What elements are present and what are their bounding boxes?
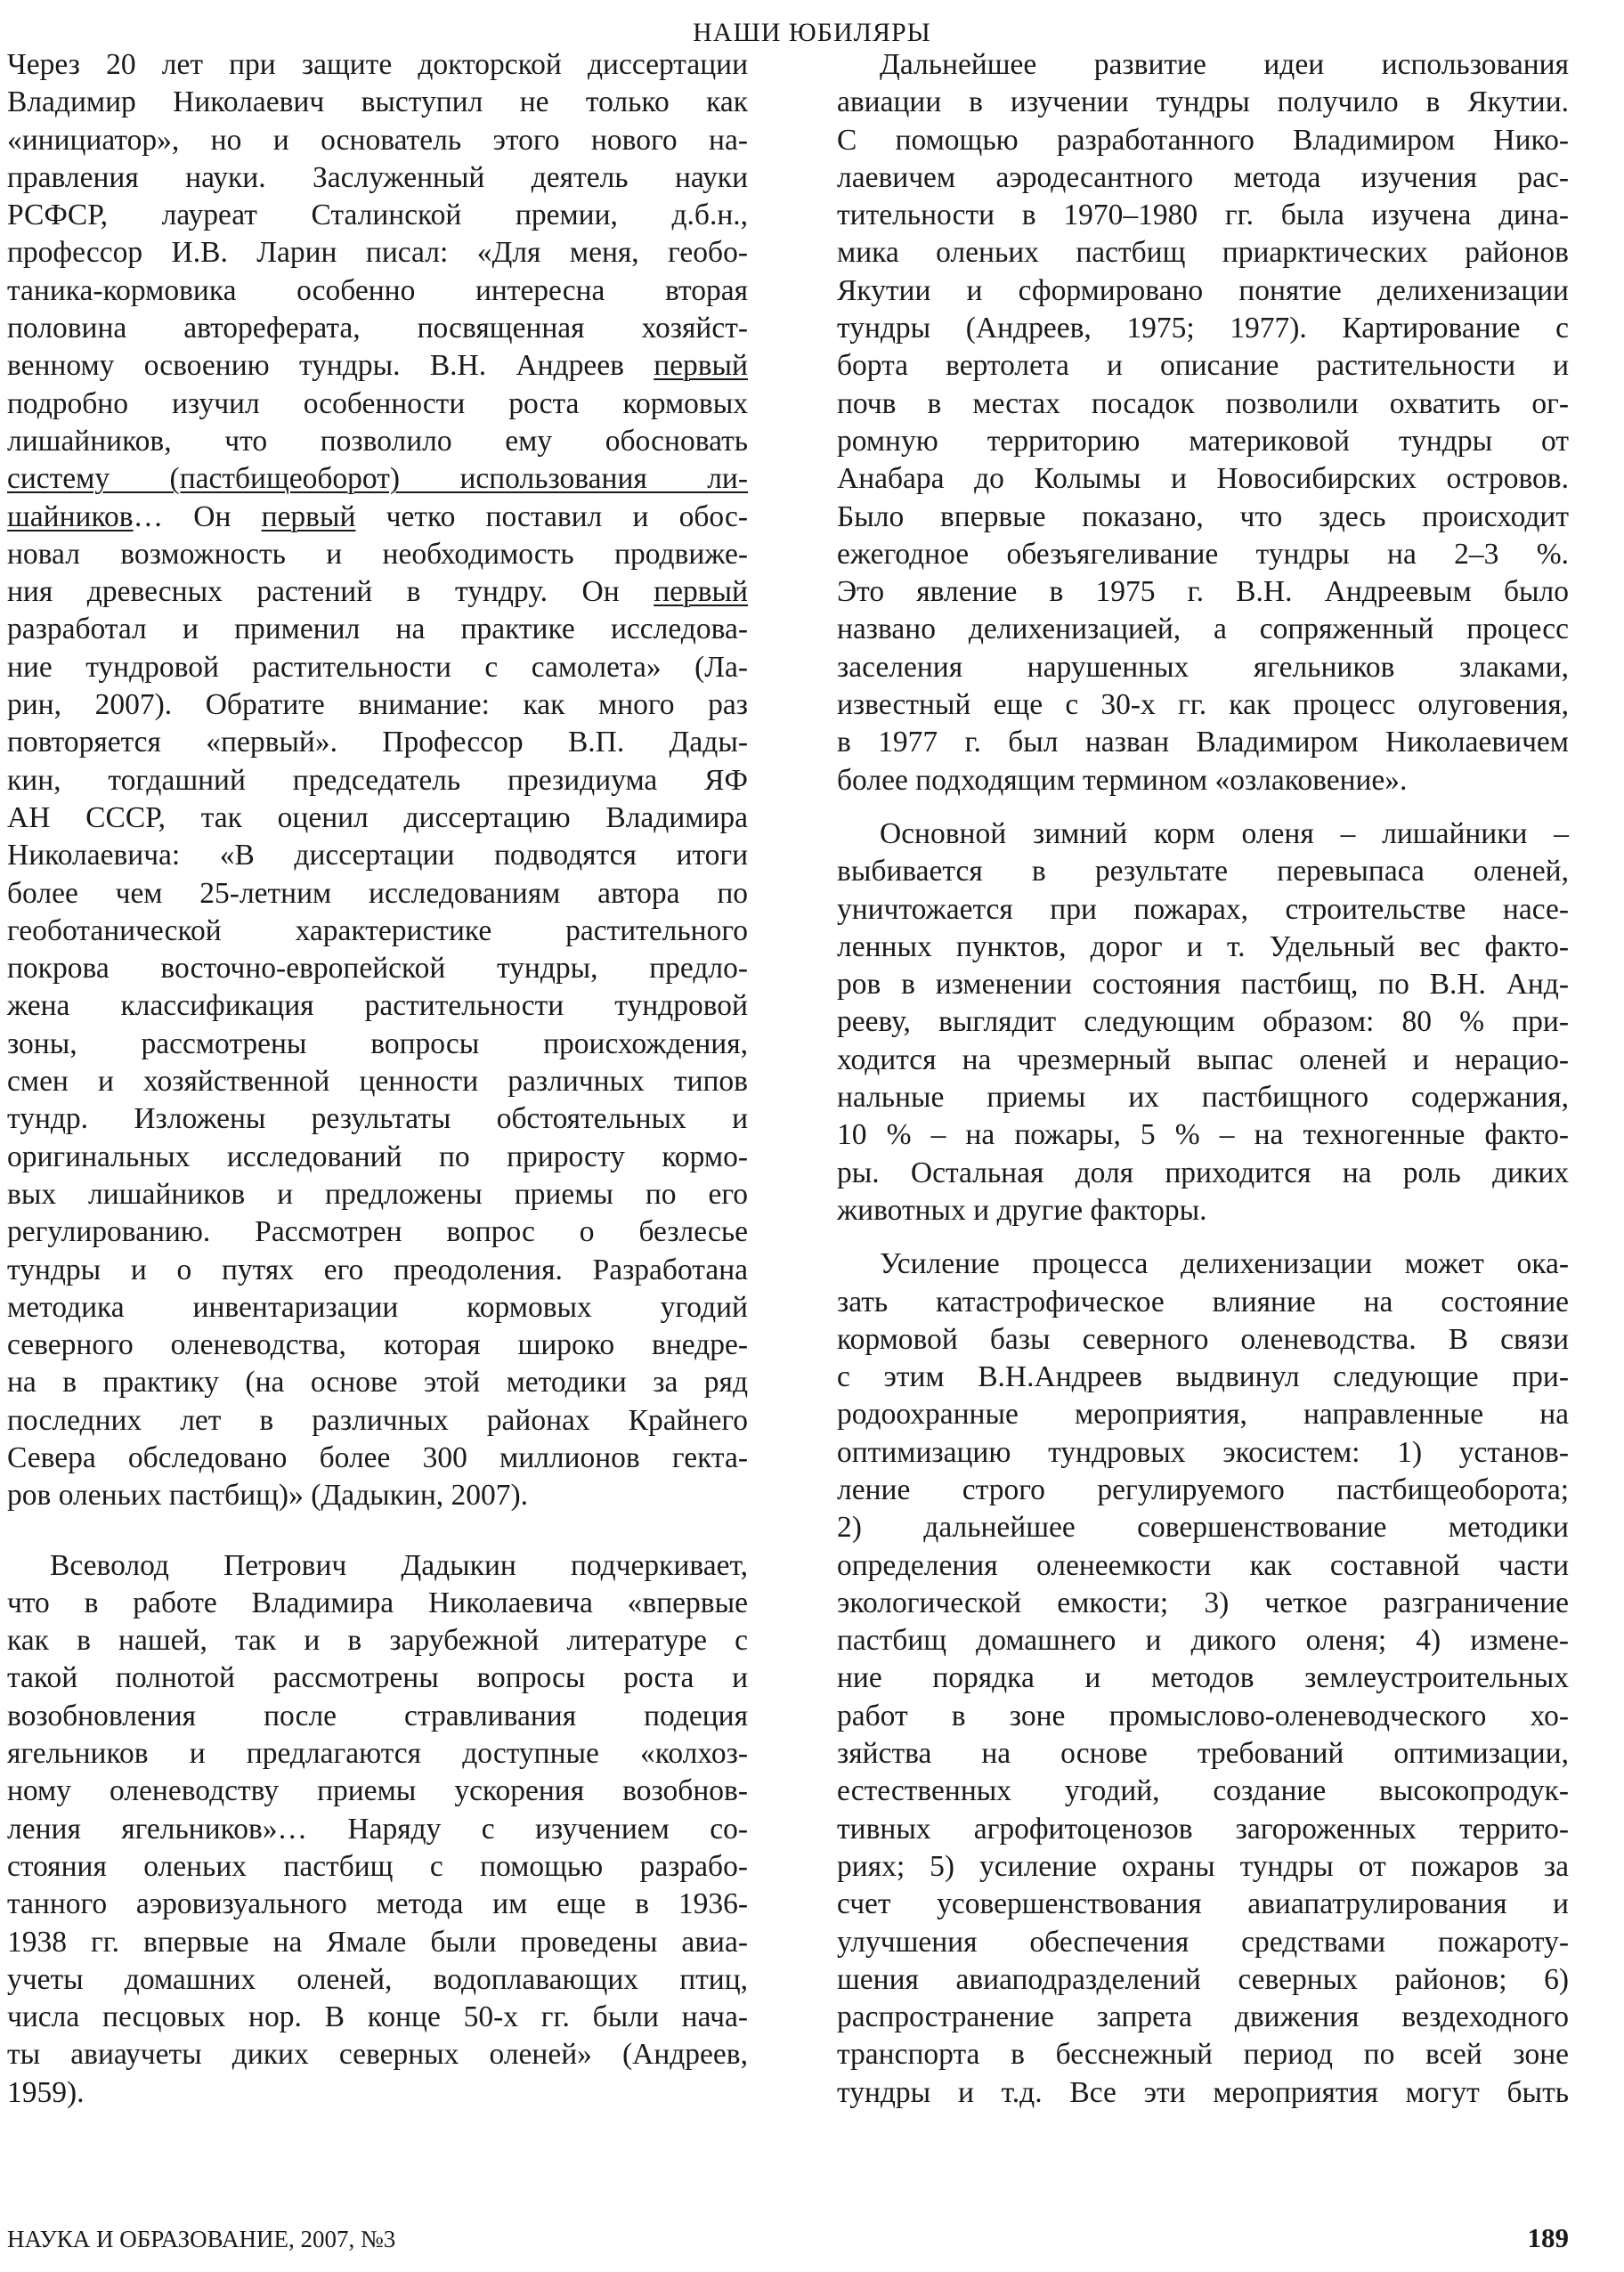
text-line: известный еще с 30-х гг. как процесс олуговения, <box>837 688 1569 722</box>
text-line: ленных пунктов, дорог и т. Удельный вес факто- <box>837 929 1569 963</box>
text-segment: венному освоению тундры. В.Н. Андреев <box>7 349 654 383</box>
text-line: Было впервые показано, что здесь происходит <box>837 499 1569 533</box>
text-line: ты авиаучеты диких северных оленей» (Андреев, <box>7 2038 748 2072</box>
text-line: заселения нарушенных ягельников злаками, <box>837 650 1569 684</box>
text-line: половина автореферата, посвященная хозяйст- <box>7 312 748 345</box>
text-segment: четко поставил и обос- <box>355 499 749 533</box>
text-segment: ния древесных растений в тундру. Он <box>7 575 654 609</box>
text-line: учеты домашних оленей, водоплавающих птиц, <box>7 1962 748 1996</box>
text-line: С помощью разработанного Владимиром Нико- <box>837 123 1569 157</box>
text-line: 10 % – на пожары, 5 % – на техногенные факто- <box>837 1118 1569 1152</box>
text-line: кормовой базы северного оленеводства. В связи <box>837 1322 1569 1356</box>
text-line: методика инвентаризации кормовых угодий <box>7 1290 748 1324</box>
text-line: оптимизацию тундровых экосистем: 1) установ- <box>837 1435 1569 1469</box>
text-line: Основной зимний корм оленя – лишайники – <box>880 816 1569 850</box>
text-line: тивных агрофитоценозов загороженных террито- <box>837 1812 1569 1846</box>
text-line: зоны, рассмотрены вопросы происхождения, <box>7 1026 748 1060</box>
text-line: такой полнотой рассмотрены вопросы роста и <box>7 1661 748 1695</box>
paragraph <box>7 46 748 1515</box>
text-line: выбивается в результате перевыпаса оленей, <box>837 855 1569 889</box>
text-line: разработал и применил на практике исследова- <box>7 613 748 646</box>
paragraph <box>837 46 1569 799</box>
text-line: 1938 гг. впервые на Ямале были проведены авиа- <box>7 1925 748 1959</box>
page-number: 189 <box>1527 2222 1569 2253</box>
text-line: лишайников, что позволило ему обосновать <box>7 424 748 458</box>
text-line: авиации в изучении тундры получило в Якутии. <box>837 85 1569 119</box>
underlined-text: первый <box>261 499 356 533</box>
text-line: улучшения обеспечения средствами пожароту- <box>837 1925 1569 1959</box>
text-line <box>7 347 748 385</box>
text-line: ров в изменении состояния пастбищ, по В.Н. Анд- <box>837 968 1569 1002</box>
underlined-text: первый <box>654 349 748 383</box>
text-line: работ в зоне промыслово-оленеводческого хо- <box>837 1699 1569 1732</box>
text-line: риях; 5) усиление охраны тундры от пожаров за <box>837 1849 1569 1883</box>
text-line: ному оленеводству приемы ускорения возобнов- <box>7 1774 748 1808</box>
text-line: ходится на чрезмерный выпас оленей и нерацио- <box>837 1043 1569 1076</box>
text-line: Севера обследовано более 300 миллионов гекта- <box>7 1440 748 1474</box>
journal-footer: НАУКА И ОБРАЗОВАНИЕ, 2007, №3 <box>7 2226 396 2252</box>
text-line: ление строго регулируемого пастбищеоборота; <box>837 1473 1569 1506</box>
text-line: пастбищ домашнего и дикого оленя; 4) измене- <box>837 1624 1569 1658</box>
text-line: правления науки. Заслуженный деятель науки <box>7 160 748 194</box>
text-line: рееву, выглядит следующим образом: 80 % при- <box>837 1005 1569 1039</box>
underlined-text: систему (пастбищеоборот) использования ли- <box>7 462 748 496</box>
text-line: жена классификация растительности тундровой <box>7 989 748 1023</box>
text-line: лаевичем аэродесантного метода изучения рас- <box>837 160 1569 194</box>
text-line <box>7 460 748 498</box>
text-line: оригинальных исследований по приросту кормо- <box>7 1140 748 1173</box>
text-line: более чем 25-летним исследованиям автора по <box>7 876 748 910</box>
text-line: геоботанической характеристике растительного <box>7 913 748 947</box>
text-line: профессор И.В. Ларин писал: «Для меня, геобо- <box>7 236 748 270</box>
text-line: в 1977 г. был назван Владимиром Николаевичем <box>837 726 1569 759</box>
text-line: на в практику (на основе этой методики за ряд <box>7 1366 748 1400</box>
text-line: тундр. Изложены результаты обстоятельных и <box>7 1102 748 1136</box>
text-line: повторяется «первый». Профессор В.П. Дады- <box>7 726 748 759</box>
underlined-text: шайников <box>7 499 134 533</box>
text-line <box>7 499 748 536</box>
text-line: определения оленеемкости как составной части <box>837 1548 1569 1582</box>
text-line: покрова восточно-европейской тундры, предло- <box>7 952 748 986</box>
text-line: «инициатор», но и основатель этого нового на- <box>7 123 748 157</box>
paragraph <box>7 1547 748 2112</box>
text-line: подробно изучил особенности роста кормовых <box>7 386 748 420</box>
text-line: транспорта в бесснежный период по всей зоне <box>837 2038 1569 2072</box>
text-line: ягельников и предлагаются доступные «колхоз- <box>7 1737 748 1771</box>
text-segment: … Он <box>133 499 262 533</box>
text-line: распространение запрета движения вездеходного <box>837 2000 1569 2034</box>
text-line: как в нашей, так и в зарубежной литературе с <box>7 1624 748 1658</box>
text-line: кин, тогдашний председатель президиума ЯФ <box>7 763 748 797</box>
text-line: последних лет в различных районах Крайнего <box>7 1403 748 1437</box>
text-line: ромную территорию материковой тундры от <box>837 424 1569 458</box>
text-line: смен и хозяйственной ценности различных типов <box>7 1065 748 1099</box>
text-line: Это явление в 1975 г. В.Н. Андреевым было <box>837 575 1569 609</box>
text-line: тундры (Андреев, 1975; 1977). Картирование с <box>837 312 1569 345</box>
text-line: таника-кормовика особенно интересна вторая <box>7 273 748 307</box>
text-line: Дальнейшее развитие идеи использования <box>880 48 1569 81</box>
text-line: мика оленьих пастбищ приарктических районов <box>837 236 1569 270</box>
text-line: Через 20 лет при защите докторской диссертации <box>7 48 748 81</box>
text-line: Усиление процесса делихенизации может ока- <box>880 1247 1569 1281</box>
text-line: ры. Остальная доля приходится на роль диких <box>837 1156 1569 1189</box>
text-line: тительности в 1970–1980 гг. была изучена дина- <box>837 199 1569 232</box>
text-line: зяйства на основе требований оптимизации, <box>837 1737 1569 1771</box>
text-line: Николаевича: «В диссертации подводятся итоги <box>7 839 748 872</box>
paragraph <box>837 1246 1569 2112</box>
paragraph <box>837 815 1569 1229</box>
text-line: родоохранные мероприятия, направленные на <box>837 1398 1569 1432</box>
text-line: возобновления после стравливания подеция <box>7 1699 748 1732</box>
text-line: почв в местах посадок позволили охватить ог- <box>837 386 1569 420</box>
text-line: Анабара до Колымы и Новосибирских островов. <box>837 462 1569 496</box>
text-line: регулированию. Рассмотрен вопрос о безлесье <box>7 1215 748 1249</box>
text-line: РСФСР, лауреат Сталинской премии, д.б.н., <box>7 199 748 232</box>
text-line: числа песцовых нор. В конце 50-х гг. были нача- <box>7 2000 748 2034</box>
text-line: стояния оленьих пастбищ с помощью разрабо- <box>7 1849 748 1883</box>
text-line: уничтожается при пожарах, строительстве насе- <box>837 892 1569 926</box>
text-line: борта вертолета и описание растительности и <box>837 349 1569 383</box>
text-line: ления ягельников»… Наряду с изучением со- <box>7 1812 748 1846</box>
text-line: названо делихенизацией, а сопряженный процесс <box>837 613 1569 646</box>
text-line: северного оленеводства, которая широко внедре- <box>7 1328 748 1362</box>
left-column <box>7 46 748 2112</box>
text-line: более подходящим термином «озлаковение». <box>837 763 1408 797</box>
text-line: Владимир Николаевич выступил не только как <box>7 85 748 119</box>
text-line: рин, 2007). Обратите внимание: как много раз <box>7 688 748 722</box>
text-line: тундры и т.д. Все эти мероприятия могут быть <box>837 2075 1569 2109</box>
text-line: экологической емкости; 3) четкое разграничение <box>837 1586 1569 1619</box>
text-line: естественных угодий, создание высокопродук- <box>837 1774 1569 1808</box>
text-line: с этим В.Н.Андреев выдвинул следующие при- <box>837 1360 1569 1394</box>
text-line: что в работе Владимира Николаевича «впервые <box>7 1586 748 1619</box>
text-line: АН СССР, так оценил диссертацию Владимира <box>7 800 748 834</box>
text-line: 1959). <box>7 2075 85 2109</box>
text-line: шения авиаподразделений северных районов; 6) <box>837 1962 1569 1996</box>
text-line: новал возможность и необходимость продвиже- <box>7 537 748 571</box>
text-line: вых лишайников и предложены приемы по его <box>7 1177 748 1211</box>
right-column <box>837 46 1569 2112</box>
text-line: ние тундровой растительности с самолета» (Ла- <box>7 650 748 684</box>
text-line: нальные приемы их пастбищного содержания, <box>837 1081 1569 1115</box>
text-line: 2) дальнейшее совершенствование методики <box>837 1511 1569 1545</box>
text-line: Якутии и сформировано понятие делихенизации <box>837 273 1569 307</box>
text-line: тундры и о путях его преодоления. Разработана <box>7 1253 748 1286</box>
underlined-text: первый <box>654 575 748 609</box>
text-line: ние порядка и методов землеустроительных <box>837 1661 1569 1695</box>
text-line: зать катастрофическое влияние на состояние <box>837 1285 1569 1319</box>
text-line: Всеволод Петрович Дадыкин подчеркивает, <box>50 1548 748 1582</box>
text-line <box>7 573 748 611</box>
text-line: счет усовершенствования авиапатрулирования и <box>837 1887 1569 1921</box>
text-line: танного аэровизуального метода им еще в 1936- <box>7 1887 748 1921</box>
section-title: НАШИ ЮБИЛЯРЫ <box>693 18 931 47</box>
text-line: ежегодное обезъягеливание тундры на 2–3 %. <box>837 537 1569 571</box>
text-line: ров оленьих пастбищ)» (Дадыкин, 2007). <box>7 1479 529 1513</box>
text-line: животных и другие факторы. <box>837 1193 1207 1227</box>
